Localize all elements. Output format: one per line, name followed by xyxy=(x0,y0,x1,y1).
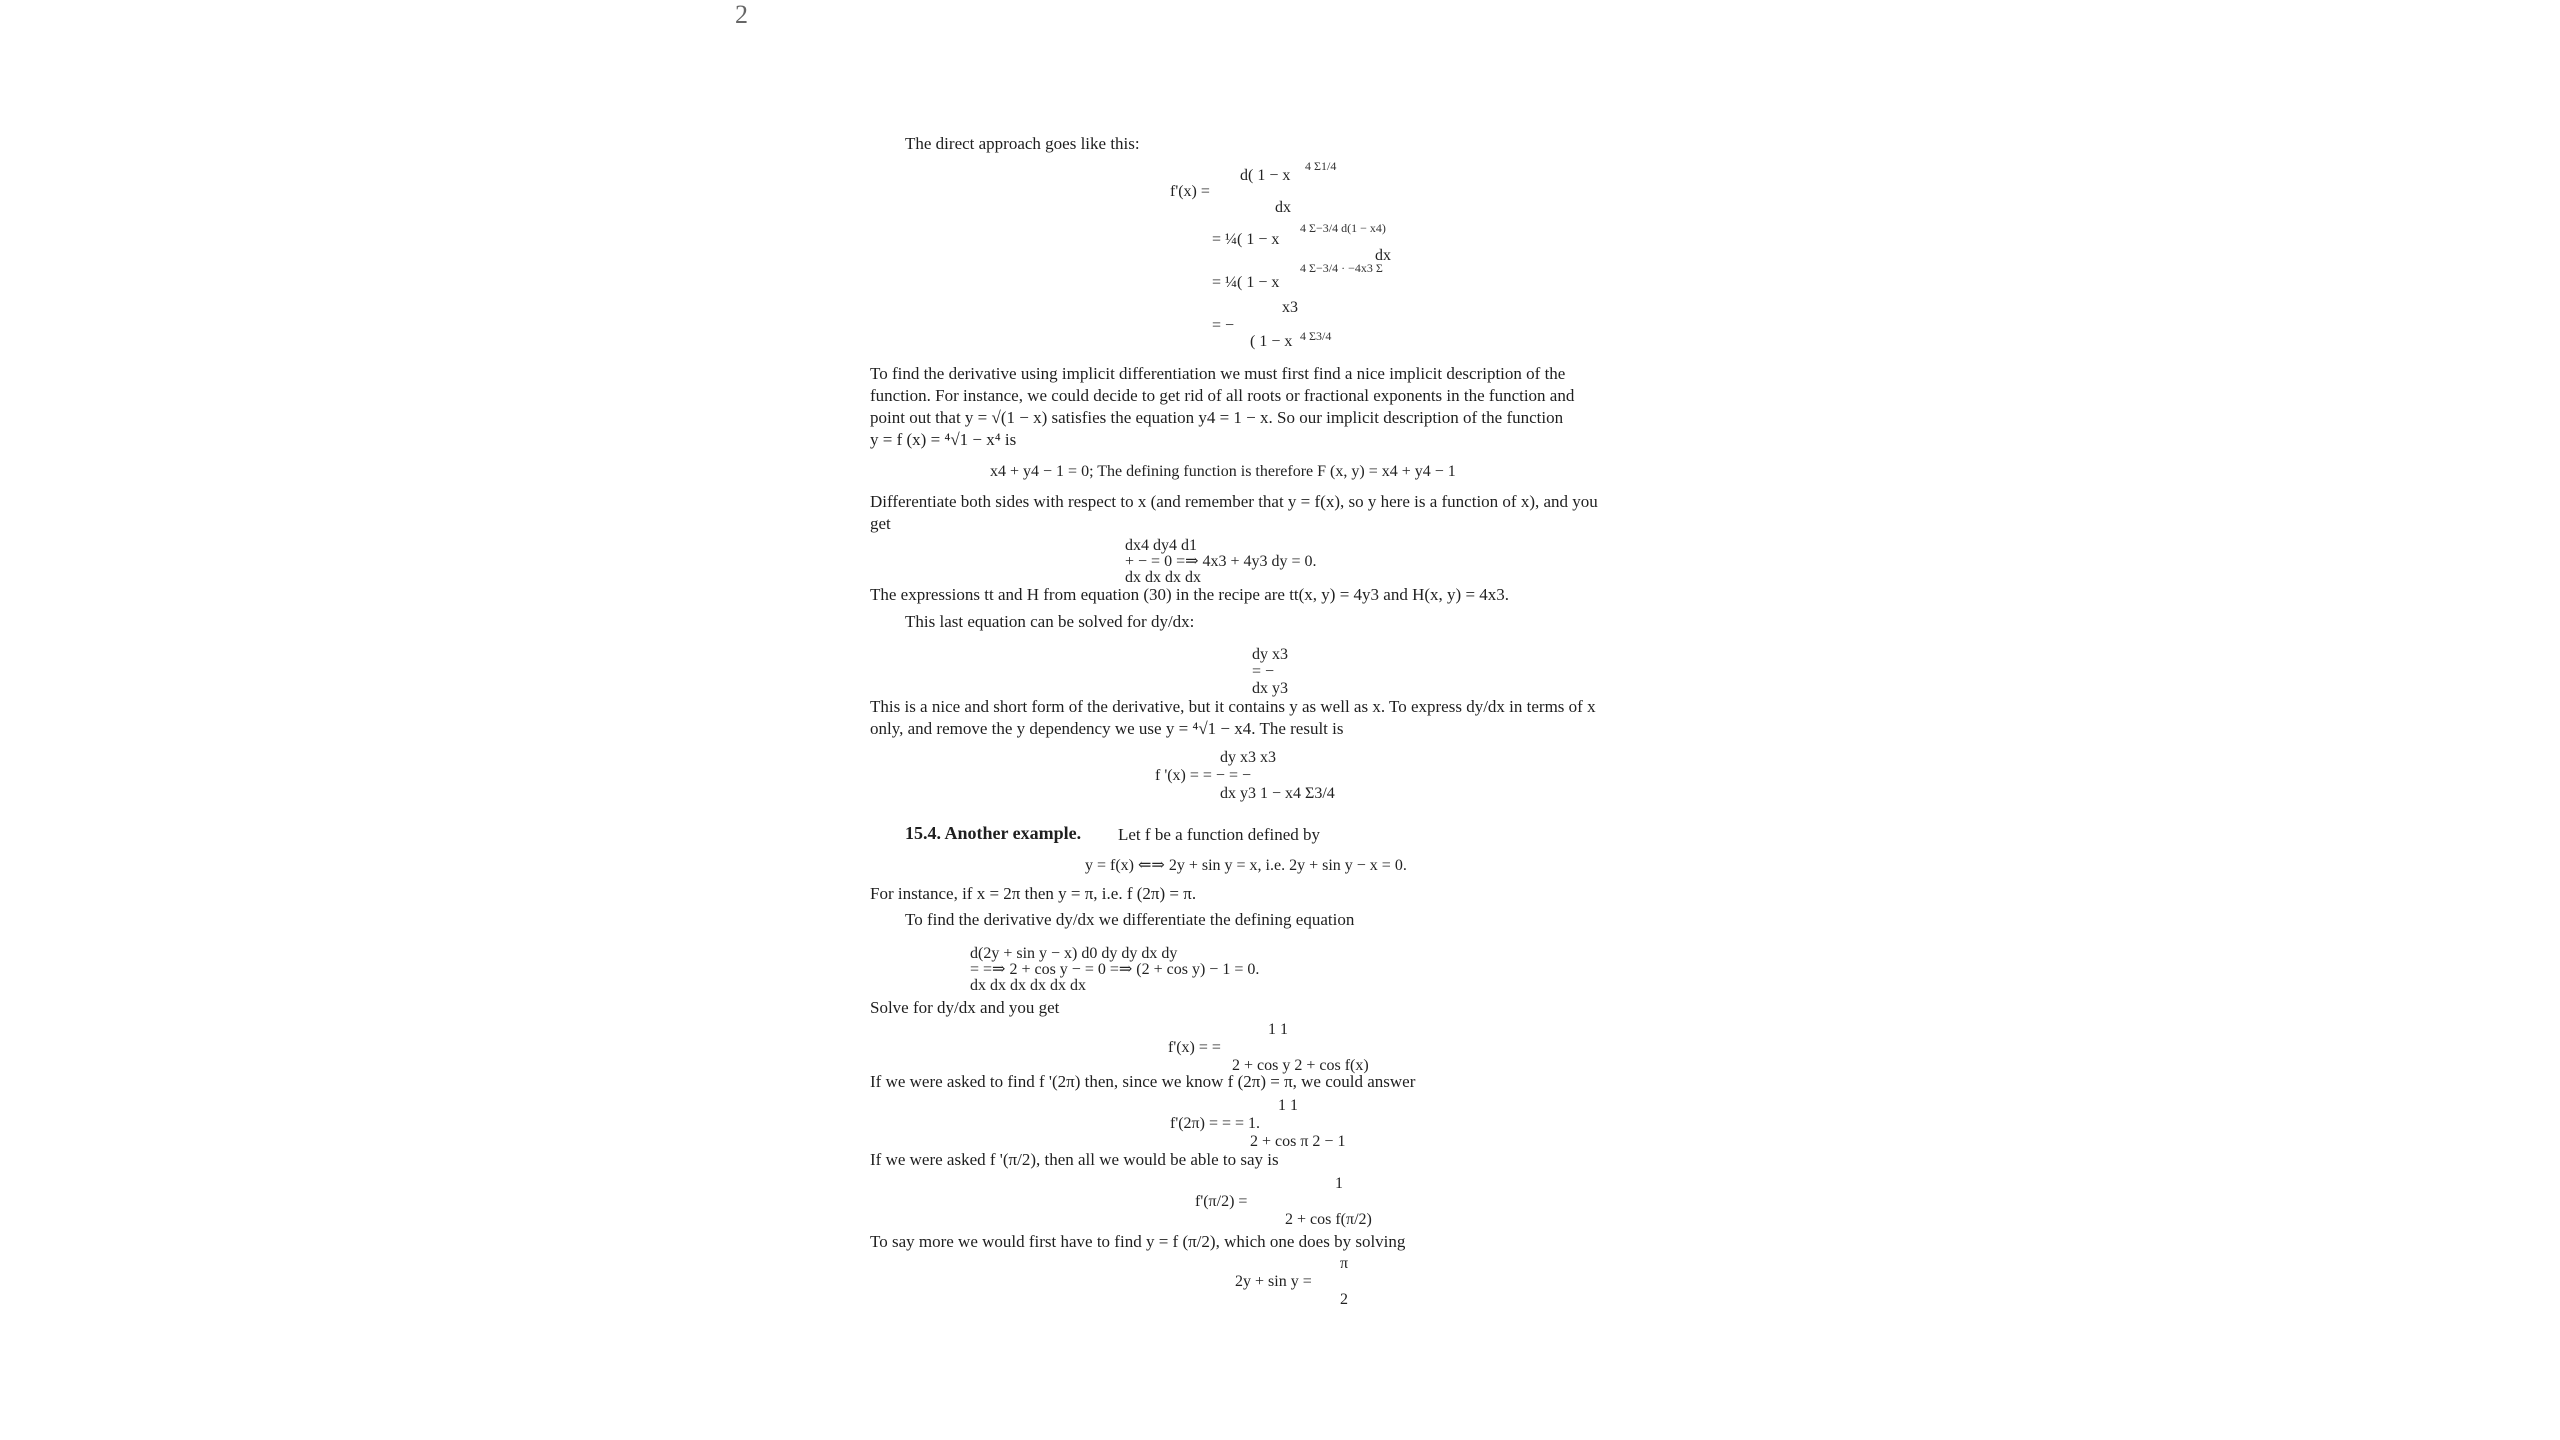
text-line: If we were asked f '(π/2), then all we would be able to say is xyxy=(870,1150,1279,1169)
text-line: The expressions tt and H from equation (30) in the recipe are tt(x, y) = 4y3 and H(x, y) = 4x3. xyxy=(870,585,1510,604)
equation-line: 4 Σ−3/4 · −4x3 Σ xyxy=(1300,261,1383,275)
equation-line: 4 Σ3/4 xyxy=(1300,329,1332,343)
equation-line: 1 1 xyxy=(1278,1097,1298,1114)
equation-line: x4 + y4 − 1 = 0; The defining function is therefore F (x, y) = x4 + y4 − 1 xyxy=(990,463,1456,480)
equation-line: dx y3 xyxy=(1252,680,1288,697)
equation-line: = ¼( 1 − x xyxy=(1212,231,1280,248)
equation-line: dx dx dx dx xyxy=(1125,569,1201,586)
equation-line: π xyxy=(1340,1255,1349,1272)
equation-line: dy x3 xyxy=(1252,646,1288,663)
equation-line: 2 xyxy=(1340,1291,1348,1308)
text-line: To find the derivative using implicit differentiation we must first find a nice implicit description of the xyxy=(870,364,1566,383)
text-line: For instance, if x = 2π then y = π, i.e. f (2π) = π. xyxy=(870,884,1197,903)
equation-line: d( 1 − x xyxy=(1240,167,1291,184)
text-line: Let f be a function defined by xyxy=(1118,825,1321,844)
equation-line: dx y3 1 − x4 Σ3/4 xyxy=(1220,785,1335,802)
equation-line: 2 + cos y 2 + cos f(x) xyxy=(1232,1057,1369,1074)
equation-line: = − xyxy=(1212,317,1235,334)
equation-line: dx dx dx dx dx dx xyxy=(970,977,1086,994)
page-number: 2 xyxy=(735,0,748,29)
equation-line: = ¼( 1 − x xyxy=(1212,274,1280,291)
text-line: The direct approach goes like this: xyxy=(905,134,1140,153)
equation-line: 2 + cos f(π/2) xyxy=(1285,1211,1372,1228)
section-heading: 15.4. Another example. xyxy=(905,823,1082,843)
text-line: Solve for dy/dx and you get xyxy=(870,998,1060,1017)
text-line: y = f (x) = ⁴√1 − x⁴ is xyxy=(870,430,1017,449)
equation-line: f'(2π) = = = 1. xyxy=(1170,1115,1261,1132)
text-line: only, and remove the y dependency we use y = ⁴√1 − x4. The result is xyxy=(870,719,1344,738)
equation-line: dy x3 x3 xyxy=(1220,749,1276,766)
text-line: Differentiate both sides with respect to x (and remember that y = f(x), so y here is a function of x), and you xyxy=(870,492,1598,511)
equation-line: f'(x) = = xyxy=(1168,1039,1221,1056)
text-line: If we were asked to find f '(2π) then, since we know f (2π) = π, we could answer xyxy=(870,1072,1416,1091)
equation-line: f'(x) = xyxy=(1170,183,1210,200)
equation-line: dx4 dy4 d1 xyxy=(1125,537,1197,554)
equation-line: 4 Σ1/4 xyxy=(1305,159,1337,173)
equation-line: f'(π/2) = xyxy=(1195,1193,1248,1210)
equation-line: 1 1 xyxy=(1268,1021,1288,1038)
text-line: This is a nice and short form of the derivative, but it contains y as well as x. To express dy/dx in terms of x xyxy=(870,697,1596,716)
equation-line: 1 xyxy=(1335,1175,1343,1192)
text-line: function. For instance, we could decide to get rid of all roots or fractional exponents in the function and xyxy=(870,386,1575,405)
equation-line: = − xyxy=(1252,663,1275,680)
equation-line: d(2y + sin y − x) d0 dy dy dx dy xyxy=(970,945,1178,962)
equation-line: y = f(x) ⇐⇒ 2y + sin y = x, i.e. 2y + sin y − x = 0. xyxy=(1085,857,1407,874)
equation-line: f '(x) = = − = − xyxy=(1155,767,1251,784)
equation-line: dx xyxy=(1375,247,1391,264)
equation-line: 2y + sin y = xyxy=(1235,1273,1312,1290)
text-line: This last equation can be solved for dy/dx: xyxy=(905,612,1195,631)
equation-line: = =⇒ 2 + cos y − = 0 =⇒ (2 + cos y) − 1 = 0. xyxy=(970,961,1260,978)
equation-line: ( 1 − x xyxy=(1250,333,1293,350)
equation-line: x3 xyxy=(1282,299,1298,316)
text-line: To say more we would first have to find y = f (π/2), which one does by solving xyxy=(870,1232,1406,1251)
equation-line: 2 + cos π 2 − 1 xyxy=(1250,1133,1346,1150)
text-line: point out that y = √(1 − x) satisfies the equation y4 = 1 − x. So our implicit description of the function xyxy=(870,408,1564,427)
equation-line: dx xyxy=(1275,199,1291,216)
text-line: To find the derivative dy/dx we differentiate the defining equation xyxy=(905,910,1355,929)
equation-line: 4 Σ−3/4 d(1 − x4) xyxy=(1300,221,1386,235)
equation-line: + − = 0 =⇒ 4x3 + 4y3 dy = 0. xyxy=(1125,553,1317,570)
text-line: get xyxy=(870,514,891,533)
